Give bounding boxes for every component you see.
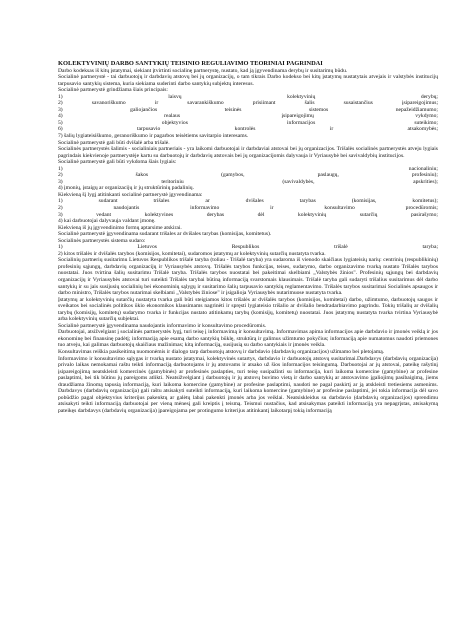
list-word: ir — [154, 100, 159, 107]
list-word: suteikimo; — [414, 119, 438, 126]
list-word: procedūromis; — [405, 204, 438, 211]
list-number: 3) — [58, 211, 63, 218]
paragraph: Informavimo ir konsultavimo sąlygas ir tvarką nustato įstatymai, kolektyvinės sutartys, darbdavio ir darbuotojų atstovų susitarimai.Darbdavys (darbdavių organizacija) privalo laikas nemokamai raštu teikti informaciją darbuotojams ir jų atstovams ir atsako už šios informacijos teisingumą. Darbuotojai ar jų atstovai, pateikę rašytinį įsipareigojimą neatskleisti komercinės (gamybinės) ar profesinės paslapties, turi teisę susipažinti su informacija, kuri laikoma komercine (gamybine) ar profesine paslaptimi, bei tik būtinu jų pareigoms atlikti. Neatsižvelgiant į darbuotojų ir jų atstovų buvimo vietą ir darbo santykių ar atstovavimo įgaliojimų pasibaigimą, jiems draudžiama žinomą tapusią informaciją, kuri laikoma komercine (gamybine) ar profesine paslaptimi, naudoti ne pagal paskirtį ar ją atskleisti tretiesiems asmenims. Darbdavys (darbdavių organizacija) gali raštu atsisakyti suteikti informaciją, kuri laikoma komercine (gamybine) ar profesine paslaptimi, jei tokia informacija dėl savo pobūdžio pagal objektyvius kriterijus pakenktų ar galėtų labai pakenkti įmonės arba jos veiklai. Neatsiskleidus su darbdavio (darbdavių organizacijos) sprendimu atsisakyti teikti informaciją darbuotojai per vieną mėnesį gali kreiptis į teismą. Teismui nustačius, kad atsisakymas pateikti informaciją yra nepagrįstas, atsisakymą pateikęs darbdavys (darbdavių organizacija) įpareigojama per protingumo kriterijus atitinkantį laikotarpį tokią informaciją — [58, 355, 438, 414]
list-word: paslaugų, — [317, 172, 339, 179]
paragraph: Darbuotojai, atsižvelgiant į socialinės partnerystės lygį, turi teisę į informavimą ir konsultavimą. Informavimas apima informacijos apie darbdavio ir įmonės veiklą ir jos ekonominę bei finansinę padėtį; informaciją apie esamą darbo santykių būklę, struktūrą ir galimus užimtumo pokyčius; informaciją apie numatomus naudoti priemones tuo atveju, kai galimas darbuotojų skaičiaus mažinimas; kitą informaciją, susijusią su darbo santykiais ir įmonės veikla. — [58, 329, 438, 349]
list-word: Lietuvos — [137, 244, 157, 251]
list-number: 2) — [58, 100, 63, 107]
list-word: kolektyvinių — [287, 93, 316, 100]
list-word: kontrolės — [234, 126, 256, 133]
list-word: objektyvios — [161, 119, 188, 126]
list-number: 2) — [58, 172, 63, 179]
paragraph: Konsultavimas reiškia pasikeitimą nuomonėmis ir dialogo tarp darbuotojų atstovų ir darbdavio (darbdavių organizacijos) užimamo bei pletojamą. — [58, 349, 385, 356]
list-word: pasirašymo; — [410, 211, 438, 218]
list-word: naudojantis — [113, 204, 140, 211]
list-word: teritoriniu — [161, 178, 184, 185]
list-number: 1) — [58, 198, 63, 205]
list-word: prisiimant — [252, 100, 276, 107]
list-word: realaus — [164, 113, 180, 120]
list-word: profesiniu); — [411, 172, 438, 179]
list-word: trišales — [153, 198, 170, 205]
list-word: šalis — [304, 100, 315, 107]
list-word: informacijos — [286, 119, 316, 126]
principle-last: 7) šalių lygiateisiškumo, geranoriškumo ir pagarbos teisėtiems savitarpio interesams. — [58, 132, 249, 139]
list-word: vykdymo; — [415, 113, 438, 120]
list-number: 4) — [58, 113, 63, 120]
list-word: sistemos — [308, 106, 329, 113]
principles-list — [58, 94, 438, 133]
list-word: ar — [205, 198, 210, 205]
forms-last: 4) kai darbuotojai dalyvauja valdant įmonę. — [58, 218, 156, 225]
list-word: nepažeidžiamumo; — [395, 106, 438, 113]
paragraph: Socialinės partnerystės sistema sudaro: — [58, 237, 146, 244]
list-word: įsipareigojimus; — [401, 100, 438, 107]
partnership-section — [58, 140, 438, 166]
paragraph: Socialinių partnerių susitarimu Lietuvos Respublikos trišalė taryba (toliau - Trišalė taryba) yra sudaroma iš vienodo skaičiaus lygiateisių narių: centrinių (respublikinių) profesinių sąjungų, darbdavių organizacijų ir Vyriausybės atstovų. Trišalės tarybos funkcijas, teises, sudarymo, darbo organizavimo tvarką nustato Trišalės tarybos nuostatai. Juos tvirtina šalių susitarimu Trišalė taryba. Trišalės tarybos nuostatai bei pakeitimai skelbiami „Valstybės žinios". Profesinių sąjungų bei darbdavių organizacijų ir Vyriausybės atstovai turi suteikti Trišalės tarybai būtiną informaciją svarstomais klausimais. Trišalė taryba gali sudaryti trišalius susitarimus dėl darbo santykių ir su jais susijusių socialinių bei ekonominių sąlygų ir susitarimo šalių tarpusavio santykių reglamentavimo. Trišalės tarybos susitarimai Socialinės apsaugos ir darbo ministro, Trišalės tarybos nutarimai skelbiami „Valstybės žiniose" ir įsigalioja Vyriausybės nutarimuose nustatyta tvarka. — [58, 257, 438, 297]
list-number: 1) — [58, 165, 63, 172]
list-word: kolektyvinių — [297, 211, 327, 218]
forms-list — [58, 198, 438, 218]
list-word: ir — [329, 126, 334, 133]
list-word: informavimo — [190, 204, 220, 211]
paragraph: Socialinės partnerystės šalimis - socialiniais partneriais - yra laikomi darbuotojai ir darbdaviai atstovai bei jų organizacijos. Trišalės socialinės partnerystės atveju lygiais pagrindais kiekvienoje partnerystėje kartu su darbuotojų ir darbdavių atstovais bei jų organizacijomis dalyvauja ir Vyriausybė bei savivaldybių institucijos. — [58, 146, 438, 159]
paragraph: Kiekvieną šį lygį atitinkanti socialinė partnerystė įgyvendinama: — [58, 191, 203, 198]
paragraph: Socialinė partnerystė gali būti vykdoma šiais lygiais: — [58, 159, 177, 166]
list-word: konsultavimo — [324, 204, 355, 211]
paragraph: Darbo kodeksas iš kitų įstatymai, siekiant įtvirtinti socialinę partnerystę, nustato, kad ją įgyvendinama derybų ir susitarimų būdu. — [58, 67, 348, 74]
list-word: dėl — [257, 211, 265, 218]
list-word: sutarčių — [359, 211, 378, 218]
intro-section — [58, 68, 438, 94]
list-word: apskrities); — [413, 178, 438, 185]
list-word: laisvų — [168, 93, 182, 100]
paragraph: 2) kitos trišalės ir dvišalės tarybos (komisijos, komitetai), sudaromos įstatymų ar kolektyvinių sutarčių nustatyta tvarka. — [58, 250, 326, 257]
list-word: vedant — [96, 211, 112, 218]
list-word: įsipareigojimų — [281, 113, 314, 120]
list-word: atsakomybės; — [407, 126, 438, 133]
list-word: taryba; — [422, 244, 438, 251]
list-word: sudarant — [98, 198, 118, 205]
paragraph: Socialinė partnerystė įgyvendinama naudojantis informavimo ir konsultavimo procedūromis. — [58, 322, 267, 329]
list-word: derybas — [206, 211, 225, 218]
list-word: susaistančius — [343, 100, 373, 107]
paragraph: Socialinė partnerystė - tai darbuotojų ir darbdavių atstovų bei jų organizacijų, o tam tikrais Darbo kodekso bei kitų įstatymų nustatytais atvejais ir valstybės institucijų tarpusavio santykių sistema, kuria siekiama suderinti darbo santykių subjektų interesus. — [58, 74, 438, 87]
list-word: trišalė — [334, 244, 348, 251]
list-number: 1) — [58, 244, 63, 251]
levels-list — [58, 166, 438, 186]
list-word: kolektyvines — [144, 211, 174, 218]
list-word: savarankiškumo — [187, 100, 224, 107]
levels-last: 4) įmonių, įstaigų ar organizacijų ir jų struktūrinių padalinių. — [58, 185, 194, 192]
list-word: nacionaliniu; — [408, 165, 438, 172]
paragraph: Įstatymų ar kolektyvinių sutarčių nustatyta tvarka gali būti steigiamos kitos trišalės ar dvišalės tarybos (komisijos, komitetai) darbo, užimtumo, darbuotojų saugos ir sveikatos bei socialinės politikos ūkio ekonomikos klausimams nagrinėti ir spręsti lygiateisio trišalio ar dvišalio bendradarbiavimo pagrindu. Tokių trišalių ar dvišalių tarybų (komisijų, komitetų) sudarymo tvarka ir funkcijas nustato atitinkamų tarybų (komisijų, komitetų) nuostatai. Juos įstatymų nustatyta tvarka tvirtina Vyriausybė arba kolektyvinių sutarčių subjektai. — [58, 296, 438, 323]
list-word: (komisijas, — [351, 198, 377, 205]
list-word: tarybas — [299, 198, 316, 205]
list-word: Respublikos — [231, 244, 260, 251]
list-word: (savivaldybės, — [282, 178, 315, 185]
paragraph: Socialinė partnerystė gali būti dvišalė arba trišalė. — [58, 139, 170, 146]
list-word: savanoriškumo — [91, 100, 126, 107]
body-section — [58, 251, 438, 415]
list-number: 5) — [58, 119, 63, 126]
system-intro — [58, 225, 438, 245]
paragraph: Kiekvieną iš jų įgyvendinimo formų aptarsime atskirai. — [58, 224, 182, 231]
list-word: ir — [270, 204, 274, 211]
list-word: dvišales — [245, 198, 264, 205]
list-number: 1) — [58, 93, 63, 100]
list-word: teisinės — [224, 106, 242, 113]
paragraph: Socialinė partnerystė įgyvendinama sudarant trišales ar dvišales tarybas (komisijas, komitetus). — [58, 231, 272, 238]
list-word: komitetus); — [412, 198, 438, 205]
list-number: 3) — [58, 106, 63, 113]
list-word: derybų; — [420, 93, 438, 100]
document-title: KOLEKTYVINIŲ DARBO SANTYKIŲ TEISINIO REGULIAVIMO TEORINIAI PAGRINDAI — [58, 60, 323, 67]
list-word: galiojančios — [130, 106, 158, 113]
paragraph: Socialinė partnerystė grindžiama šiais principais: — [58, 87, 168, 94]
list-number: 2) — [58, 204, 63, 211]
list-number: 6) — [58, 126, 63, 133]
list-word: (gamybos, — [221, 172, 245, 179]
list-number: 3) — [58, 178, 63, 185]
list-word: šakos — [135, 172, 149, 179]
list-word: tarpusavio — [137, 126, 161, 133]
